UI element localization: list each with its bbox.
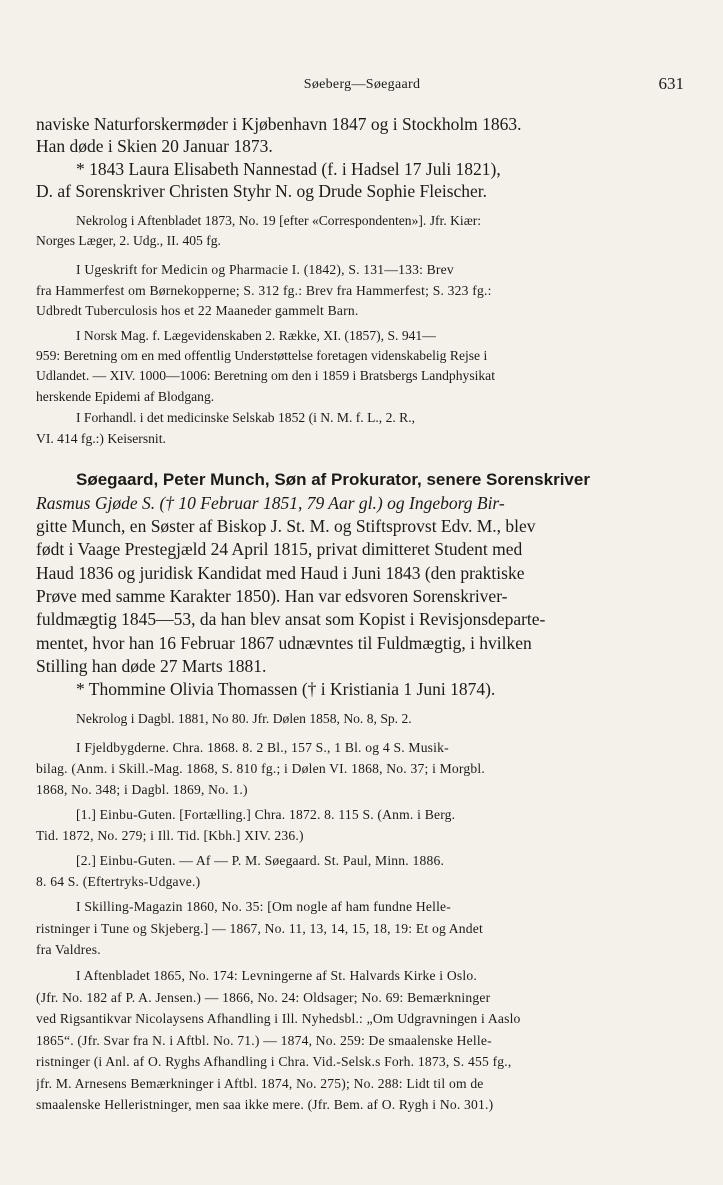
text-line: fuldmægtig 1845—53, da han blev ansat som Kopist i Revisjonsdeparte-: [36, 609, 546, 629]
text-line: 959: Beretning om en med offentlig Understøttelse foretagen videnskabelig Rejse i: [36, 348, 488, 363]
text-line: Han døde i Skien 20 Januar 1873.: [36, 136, 273, 156]
text-line: Prøve med samme Karakter 1850). Han var edsvoren Sorenskriver-: [36, 586, 508, 606]
text-line: Udlandet. — XIV. 1000—1006: Beretning om den i 1859 i Bratsbergs Landphysikat: [36, 368, 495, 383]
text-line: [1.] Einbu-Guten. [Fortælling.] Chra. 1872. 8. 115 S. (Anm. i Berg.: [76, 807, 456, 822]
text-line: Stilling han døde 27 Marts 1881.: [36, 656, 267, 676]
text-line: I Fjeldbygderne. Chra. 1868. 8. 2 Bl., 157 S., 1 Bl. og 4 S. Musik-: [76, 740, 449, 755]
page-number: 631: [658, 74, 684, 93]
running-title: Søeberg—Søegaard: [303, 77, 421, 92]
text-line: ristninger (i Anl. af O. Ryghs Afhandling i Chra. Vid.-Selsk.s Forh. 1873, S. 455 fg.,: [36, 1054, 512, 1069]
text-line: * Thommine Olivia Thomassen († i Kristiania 1 Juni 1874).: [76, 679, 496, 699]
text-line: I Aftenbladet 1865, No. 174: Levningerne af St. Halvards Kirke i Oslo.: [76, 968, 477, 983]
text-line: gitte Munch, en Søster af Biskop J. St. M. og Stiftsprovst Edv. M., blev: [36, 516, 536, 536]
text-line: mentet, hvor han 16 Februar 1867 udnævntes til Fuldmægtig, i hvilken: [36, 633, 532, 653]
text-line: Haud 1836 og juridisk Kandidat med Haud i Juni 1843 (den praktiske: [36, 563, 525, 583]
text-line: 1865“. (Jfr. Svar fra N. i Aftbl. No. 71.) — 1874, No. 259: De smaalenske Helle-: [36, 1033, 492, 1048]
text-line: Rasmus Gjøde S. († 10 Februar 1851, 79 Aar gl.) og Ingeborg Bir-: [36, 493, 505, 513]
text-line: fra Valdres.: [36, 942, 101, 957]
text-line: smaalenske Helleristninger, men saa ikke mere. (Jfr. Bem. af O. Rygh i No. 301.): [36, 1097, 494, 1112]
text-line: I Skilling-Magazin 1860, No. 35: [Om nogle af ham fundne Helle-: [76, 899, 452, 914]
text-line: I Ugeskrift for Medicin og Pharmacie I. (1842), S. 131—133: Brev: [76, 262, 454, 277]
text-line: jfr. M. Arnesens Bemærkninger i Aftbl. 1874, No. 275); No. 288: Lidt til om de: [36, 1076, 484, 1091]
text-line: 8. 64 S. (Eftertryks-Udgave.): [36, 874, 201, 889]
text-line: ristninger i Tune og Skjeberg.] — 1867, No. 11, 13, 14, 15, 18, 19: Et og Andet: [36, 921, 484, 936]
page-header: [36, 74, 688, 98]
text-line: 1868, No. 348; i Dagbl. 1869, No. 1.): [36, 782, 248, 797]
text-line: naviske Naturforskermøder i Kjøbenhavn 1847 og i Stockholm 1863.: [36, 114, 522, 134]
text-line: herskende Epidemi af Blodgang.: [36, 389, 215, 404]
text-line: ved Rigsantikvar Nicolaysens Afhandling i Ill. Nyhedsbl.: „Om Udgravningen i Aaslo: [36, 1011, 521, 1026]
text-line: Udbredt Tuberculosis hos et 22 Maaneder gammelt Barn.: [36, 303, 359, 318]
text-line: [2.] Einbu-Guten. — Af — P. M. Søegaard. St. Paul, Minn. 1886.: [76, 853, 445, 868]
text-line: fra Hammerfest om Børnekopperne; S. 312 fg.: Brev fra Hammerfest; S. 323 fg.:: [36, 283, 492, 298]
text-line: (Jfr. No. 182 af P. A. Jensen.) — 1866, No. 24: Oldsager; No. 69: Bemærkninger: [36, 990, 491, 1005]
text-line: * 1843 Laura Elisabeth Nannestad (f. i Hadsel 17 Juli 1821),: [76, 159, 501, 179]
text-line: Norges Læger, 2. Udg., II. 405 fg.: [36, 233, 221, 248]
text-line: Nekrolog i Dagbl. 1881, No 80. Jfr. Dølen 1858, No. 8, Sp. 2.: [76, 711, 412, 726]
text-line: VI. 414 fg.:) Keisersnit.: [36, 431, 166, 446]
text-line: I Forhandl. i det medicinske Selskab 1852 (i N. M. f. L., 2. R.,: [76, 410, 416, 425]
entry-heading: Søegaard, Peter Munch, Søn af Prokurator, senere Sorenskriver: [76, 470, 590, 489]
text-line: bilag. (Anm. i Skill.-Mag. 1868, S. 810 fg.; i Dølen VI. 1868, No. 37; i Morgbl.: [36, 761, 485, 776]
text-line: født i Vaage Prestegjæld 24 April 1815, privat dimitteret Student med: [36, 539, 523, 559]
text-line: D. af Sorenskriver Christen Styhr N. og Drude Sophie Fleischer.: [36, 181, 488, 201]
text-line: Nekrolog i Aftenbladet 1873, No. 19 [efter «Correspondenten»]. Jfr. Kiær:: [76, 213, 482, 228]
text-line: I Norsk Mag. f. Lægevidenskaben 2. Række, XI. (1857), S. 941—: [76, 328, 436, 343]
text-line: Tid. 1872, No. 279; i Ill. Tid. [Kbh.] XIV. 236.): [36, 828, 304, 843]
